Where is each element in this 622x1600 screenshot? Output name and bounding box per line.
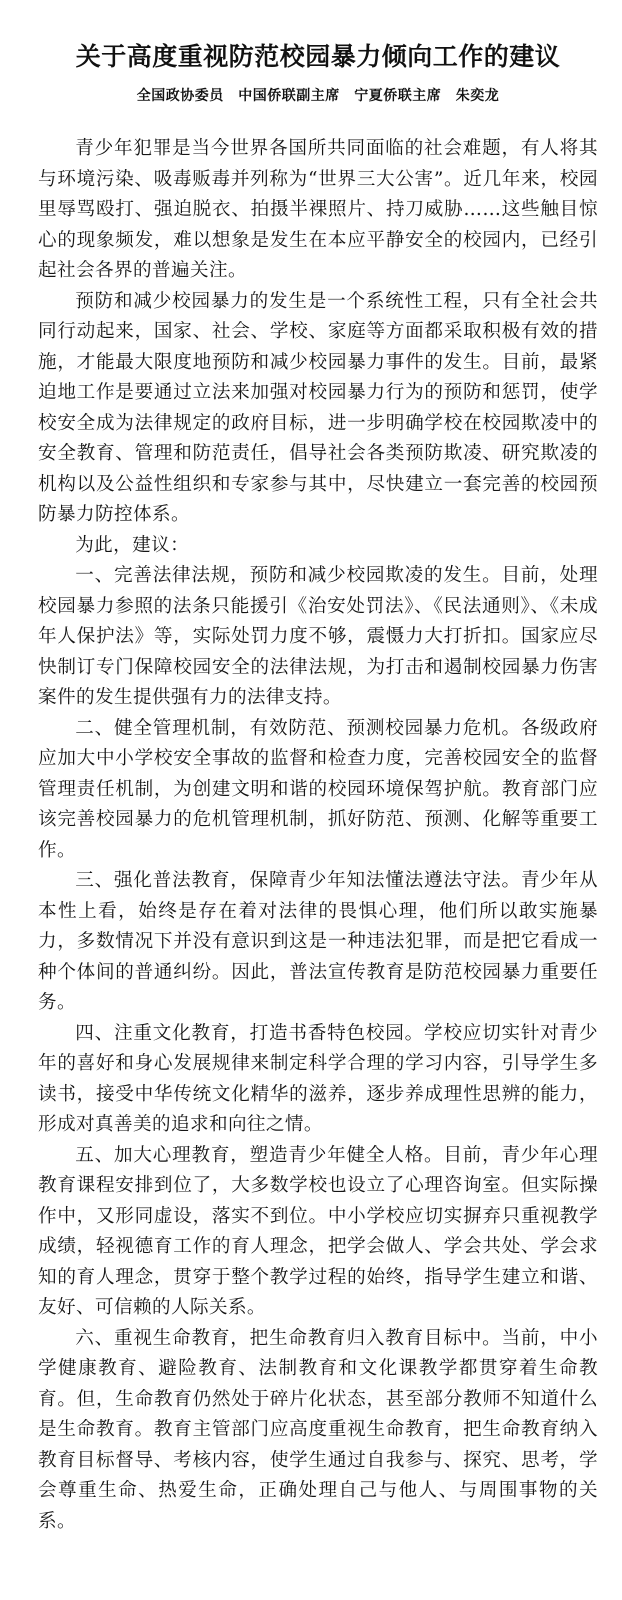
- paragraph-suggestion-6: 六、重视生命教育，把生命教育归入教育目标中。当前，中小学健康教育、避险教育、法制教育和文化课教学都贯穿着生命教育。但，生命教育仍然处于碎片化状态，甚至部分教师不知道什么是生命教育。教育主管部门应高度重视生命教育，把生命教育纳入教育目标督导、考核内容，使学生通过自我参与、探究、思考，学会尊重生命、热爱生命，正确处理自己与他人、与周围事物的关系。: [38, 1327, 598, 1532]
- author-byline: 全国政协委员 中国侨联副主席 宁夏侨联主席 朱奕龙: [136, 88, 500, 104]
- paragraph-suggestion-1: 一、完善法律法规，预防和减少校园欺凌的发生。目前，处理校园暴力参照的法条只能援引《治安处罚法》、《民法通则》、《未成年人保护法》等，实际处罚力度不够，震慑力大打折扣。国家应尽快制订专门保障校园安全的法律法规，为打击和遏制校园暴力伤害案件的发生提供强有力的法律支持。: [38, 565, 598, 708]
- paragraph-suggestion-3: 三、强化普法教育，保障青少年知法懂法遵法守法。青少年从本性上看，始终是存在着对法律的畏惧心理，他们所以敢实施暴力，多数情况下并没有意识到这是一种违法犯罪，而是把它看成一种个体间的普通纠纷。因此，普法宣传教育是防范校园暴力重要任务。: [38, 870, 598, 1013]
- paragraph-suggestion-5: 五、加大心理教育，塑造青少年健全人格。目前，青少年心理教育课程安排到位了，大多数学校也设立了心理咨询室。但实际操作中，又形同虚设，落实不到位。中小学校应切实摒弃只重视教学成绩，轻视德育工作的育人理念，把学会做人、学会共处、学会求知的育人理念，贯穿于整个教学过程的始终，指导学生建立和谐、友好、可信赖的人际关系。: [38, 1144, 598, 1318]
- paragraph-suggestion-2: 二、健全管理机制，有效防范、预测校园暴力危机。各级政府应加大中小学校安全事故的监督和检查力度，完善校园安全的监督管理责任机制，为创建文明和谐的校园环境保驾护航。教育部门应该完善校园暴力的危机管理机制，抓好防范、预测、化解等重要工作。: [38, 717, 598, 861]
- document-title: 关于高度重视防范校园暴力倾向工作的建议: [75, 42, 561, 71]
- paragraph-intro: 青少年犯罪是当今世界各国所共同面临的社会难题，有人将其与环境污染、吸毒贩毒并列称为“世界三大公害”。近几年来，校园里辱骂殴打、强迫脱衣、拍摄半裸照片、持刀威胁……这些触目惊心的现象频发，难以想象是发生在本应平静安全的校园内，已经引起社会各界的普遍关注。: [38, 138, 598, 281]
- paragraph-suggestion-lead: 为此，建议：: [75, 534, 190, 556]
- paragraph-prevention: 预防和减少校园暴力的发生是一个系统性工程，只有全社会共同行动起来，国家、社会、学校、家庭等方面都采取积极有效的措施，才能最大限度地预防和减少校园暴力事件的发生。目前，最紧迫地工作是要通过立法来加强对校园暴力行为的预防和惩罚，使学校安全成为法律规定的政府目标，进一步明确学校在校园欺凌中的安全教育、管理和防范责任，倡导社会各类预防欺凌、研究欺凌的机构以及公益性组织和专家参与其中，尽快建立一套完善的校园预防暴力防控体系。: [38, 290, 598, 525]
- document-body: [38, 134, 598, 1537]
- paragraph-suggestion-4: 四、注重文化教育，打造书香特色校园。学校应切实针对青少年的喜好和身心发展规律来制定科学合理的学习内容，引导学生多读书，接受中华传统文化精华的滋养，逐步养成理性思辨的能力，形成对真善美的追求和向往之情。: [38, 1022, 598, 1135]
